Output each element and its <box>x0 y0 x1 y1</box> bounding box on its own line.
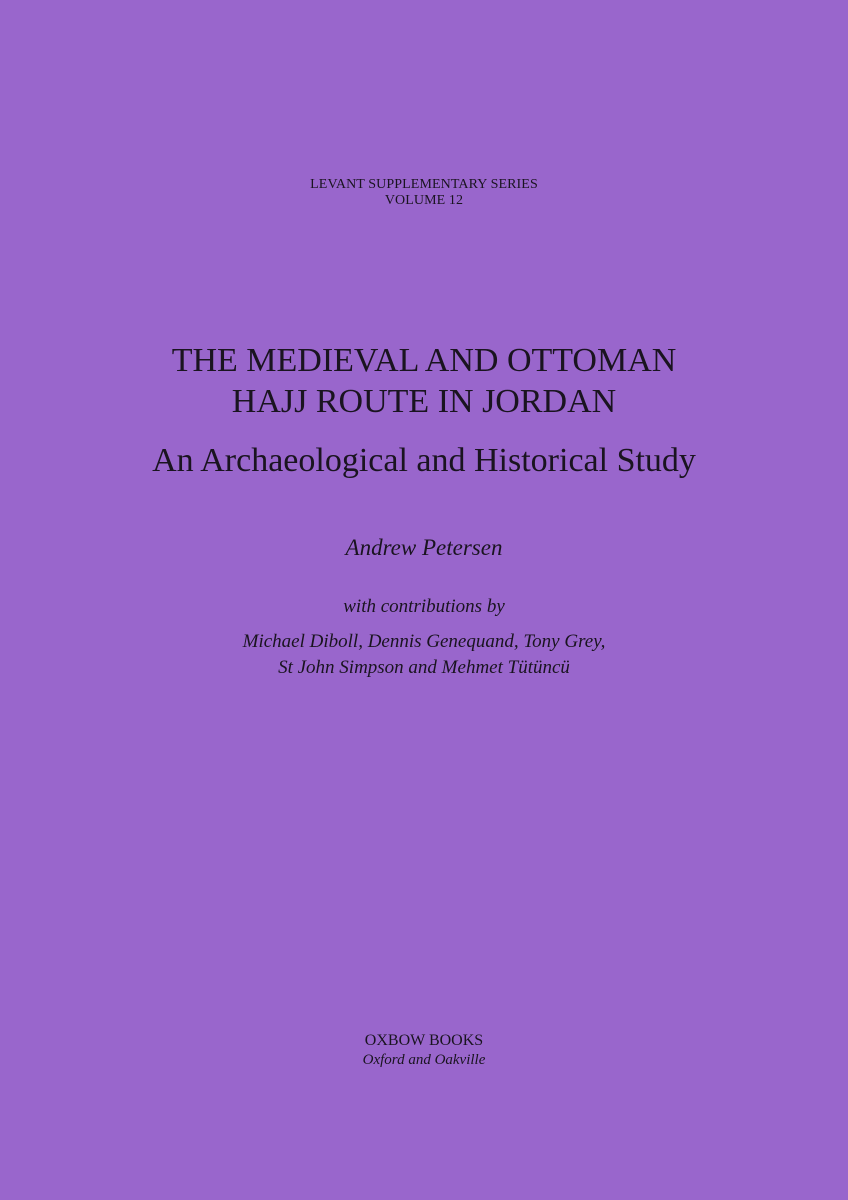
series-volume: VOLUME 12 <box>384 193 464 208</box>
book-title-line-1: THE MEDIEVAL AND OTTOMAN <box>171 342 677 379</box>
contributor-list <box>0 629 848 681</box>
author-name: Andrew Petersen <box>345 535 503 560</box>
contributor-list-line-2: St John Simpson and Mehmet Tütüncü <box>278 657 570 678</box>
series-name: LEVANT SUPPLEMENTARY SERIES <box>310 177 538 192</box>
publisher-name: OXBOW BOOKS <box>364 1032 484 1049</box>
publisher-place: Oxford and Oakville <box>362 1052 486 1068</box>
series-info <box>0 177 848 209</box>
book-subtitle: An Archaeological and Historical Study <box>152 442 696 479</box>
contributor-list-line-1: Michael Diboll, Dennis Genequand, Tony Grey, <box>242 631 606 652</box>
book-title <box>0 340 848 422</box>
book-title-line-2: HAJJ ROUTE IN JORDAN <box>231 383 617 420</box>
contributions-heading: with contributions by <box>343 596 505 617</box>
